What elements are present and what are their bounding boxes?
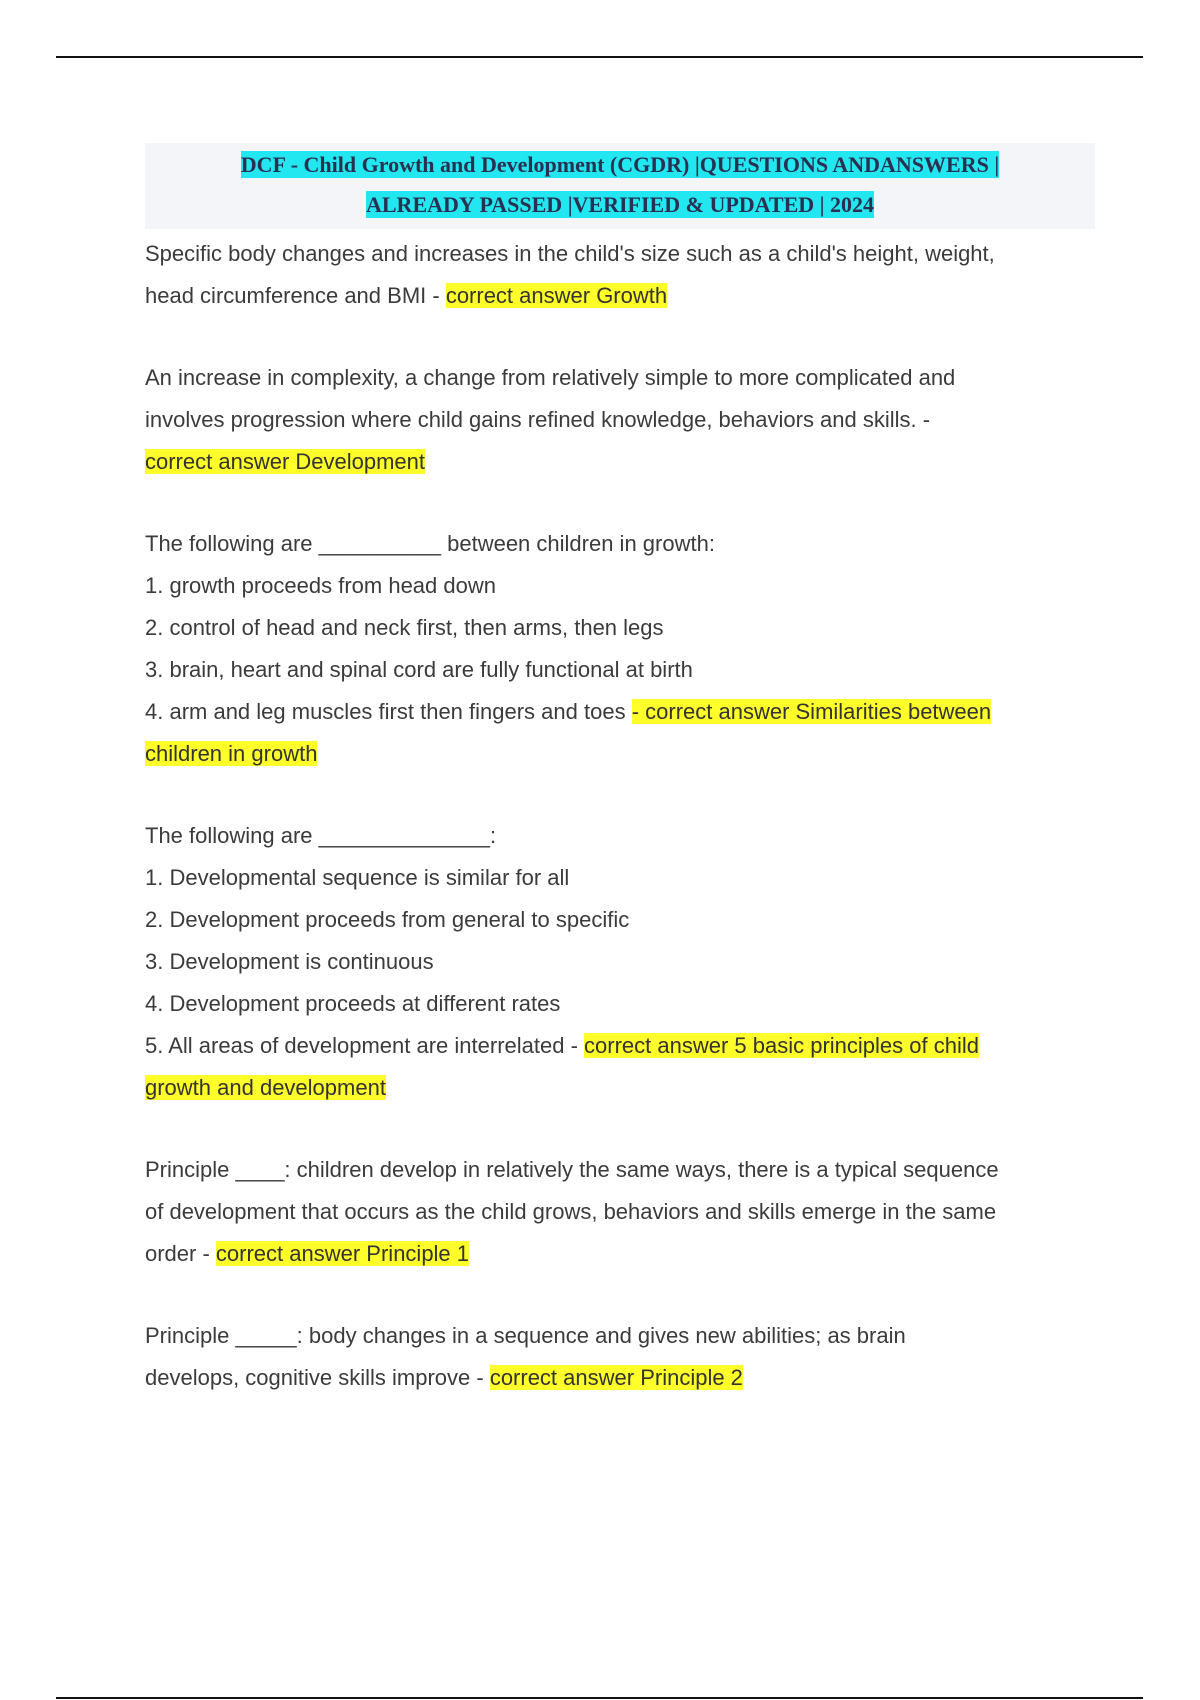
- list-item: 2. Development proceeds from general to specific: [145, 907, 630, 932]
- question-line: Principle _____: body changes in a sequence and gives new abilities; as brain: [145, 1323, 906, 1348]
- title-line-2: ALREADY PASSED |VERIFIED & UPDATED | 2024: [366, 192, 874, 217]
- qa-item-5: [145, 1149, 1095, 1275]
- answer-highlight: growth and development: [145, 1075, 386, 1100]
- list-item: 4. arm and leg muscles first then fingers and toes: [145, 699, 632, 724]
- document-page: [145, 143, 1095, 1399]
- list-item: 4. Development proceeds at different rates: [145, 991, 561, 1016]
- title-line-1: DCF - Child Growth and Development (CGDR) |QUESTIONS ANDANSWERS |: [240, 152, 1000, 177]
- list-item: 2. control of head and neck first, then arms, then legs: [145, 615, 664, 640]
- qa-item-6: [145, 1315, 1095, 1399]
- question-line: of development that occurs as the child grows, behaviors and skills emerge in the same: [145, 1199, 997, 1224]
- answer-highlight: correct answer 5 basic principles of child: [584, 1033, 979, 1058]
- question-line: Principle ____: children develop in relatively the same ways, there is a typical sequence: [145, 1157, 999, 1182]
- list-item: 3. brain, heart and spinal cord are fully functional at birth: [145, 657, 693, 682]
- question-line: order -: [145, 1241, 216, 1266]
- top-rule: [56, 56, 1143, 58]
- qa-item-4: [145, 815, 1095, 1109]
- question-line: head circumference and BMI -: [145, 283, 446, 308]
- question-line: develops, cognitive skills improve -: [145, 1365, 490, 1390]
- list-item: 1. Developmental sequence is similar for all: [145, 865, 570, 890]
- document-title: [145, 143, 1095, 229]
- question-line: involves progression where child gains refined knowledge, behaviors and skills. -: [145, 407, 931, 432]
- bottom-rule: [56, 1697, 1143, 1699]
- answer-highlight: correct answer Development: [145, 449, 426, 474]
- answer-highlight: correct answer Principle 2: [489, 1365, 743, 1390]
- answer-highlight: - correct answer Similarities between: [631, 699, 992, 724]
- list-item: 1. growth proceeds from head down: [145, 573, 496, 598]
- qa-item-1: [145, 233, 1095, 317]
- question-line: The following are __________ between children in growth:: [145, 531, 715, 556]
- list-item: 5. All areas of development are interrelated -: [145, 1033, 585, 1058]
- answer-highlight: children in growth: [145, 741, 318, 766]
- question-line: Specific body changes and increases in the child's size such as a child's height, weight,: [145, 241, 995, 266]
- question-line: An increase in complexity, a change from relatively simple to more complicated and: [145, 365, 956, 390]
- list-item: 3. Development is continuous: [145, 949, 434, 974]
- qa-item-2: [145, 357, 1095, 483]
- answer-highlight: correct answer Growth: [445, 283, 668, 308]
- question-line: The following are ______________:: [145, 823, 497, 848]
- qa-item-3: [145, 523, 1095, 775]
- answer-highlight: correct answer Principle 1: [215, 1241, 470, 1266]
